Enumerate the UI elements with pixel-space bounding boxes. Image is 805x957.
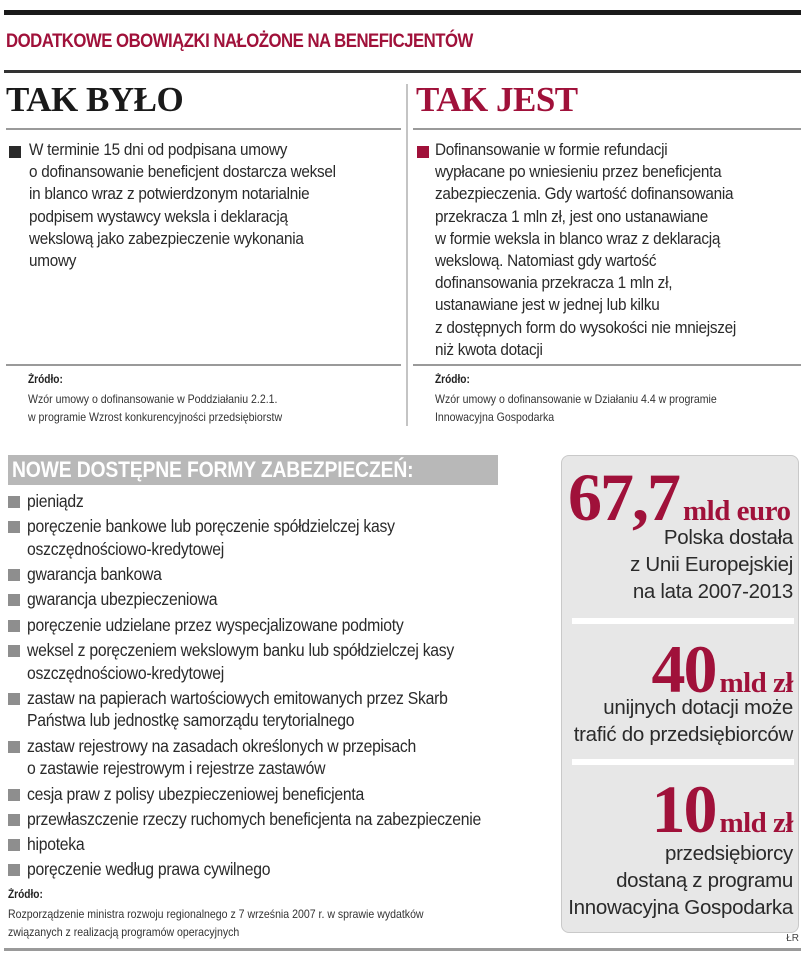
source-label: Źródło:: [8, 889, 43, 901]
item-text: Państwa lub jednostkę samorządu terytorialnego: [27, 710, 355, 731]
source-text: [8, 905, 424, 941]
text-line: wypłacane po wniesieniu przez beneficjenta: [435, 162, 722, 182]
bullet-square-icon: [8, 645, 20, 657]
bullet-square-icon: [8, 789, 20, 801]
text-line: niż kwota dotacji: [435, 339, 543, 359]
desc-line: przedsiębiorcy: [665, 842, 793, 865]
list-item: [8, 588, 548, 611]
item-text: poręczenie według prawa cywilnego: [27, 859, 271, 880]
bullet-square-icon: [8, 741, 20, 753]
source-text: [435, 390, 717, 426]
stat-unit: mld zł: [719, 807, 793, 839]
before-text: [29, 139, 407, 272]
item-text: gwarancja ubezpieczeniowa: [27, 589, 218, 610]
desc-line: unijnych dotacji może: [603, 696, 793, 719]
item-text: pieniądz: [27, 491, 84, 511]
source-line: Wzór umowy o dofinansowanie w Działaniu 4.4 w programie: [435, 392, 717, 406]
source-line: w programie Wzrost konkurencyjności przedsiębiorstw: [28, 410, 283, 424]
item-text: oszczędnościowo-kredytowej: [27, 662, 224, 683]
list-item: [8, 687, 548, 732]
text-line: wekslową jako zabezpieczenie wykonania: [29, 228, 304, 248]
top-rule: [4, 10, 801, 15]
bullet-square-icon: [8, 594, 20, 606]
stat-number: 10: [651, 771, 716, 847]
item-text: zastaw rejestrowy na zasadach określonych w przepisach: [27, 735, 416, 756]
desc-line: Polska dostała: [663, 526, 793, 549]
list-item: [8, 833, 548, 856]
source-line: związanych z realizacją programów operacyjnych: [8, 925, 240, 939]
item-text: cesja praw z polisy ubezpieczeniowej beneficjenta: [27, 783, 364, 804]
source-line: Wzór umowy o dofinansowanie w Poddziałaniu 2.2.1.: [28, 392, 278, 406]
stat-description: [574, 694, 793, 748]
item-text: hipoteka: [27, 834, 85, 855]
item-text: o zastawie rejestrowym i rejestrze zastawów: [27, 758, 326, 779]
text-line: przekracza 1 mln zł, jest ono ustanawiane: [435, 206, 708, 226]
before-title: TAK BYŁO: [6, 80, 184, 119]
bottom-rule: [4, 948, 801, 951]
stat-separator: [572, 759, 794, 765]
item-text: przewłaszczenie rzeczy ruchomych beneficjenta na zabezpieczenie: [27, 808, 481, 829]
source-line: Rozporządzenie ministra rozwoju regionalnego z 7 września 2007 r. w sprawie wydatków: [8, 907, 424, 921]
text-line: umowy: [29, 251, 77, 271]
text-line: o dofinansowanie beneficjent dostarcza weksel: [29, 162, 336, 182]
list-item: [8, 563, 548, 586]
text-line: dofinansowania przekracza 1 mln zł,: [435, 273, 673, 293]
source-label: Źródło:: [435, 374, 470, 386]
title-rule: [4, 70, 801, 73]
stat-number: 67,7: [568, 459, 679, 535]
item-text: weksel z poręczeniem wekslowym banku lub spółdzielczej kasy: [27, 640, 455, 660]
page-title: DODATKOWE OBOWIĄZKI NAŁOŻONE NA BENEFICJENTÓW: [6, 30, 473, 52]
item-text: poręczenie bankowe lub poręczenie spółdzielczej kasy: [27, 516, 395, 537]
before-bottom-rule: [6, 364, 401, 366]
item-text: zastaw na papierach wartościowych emitowanych przez Skarb: [27, 687, 448, 708]
bullet-square-icon: [8, 864, 20, 876]
bullet-square-icon: [8, 496, 20, 508]
text-line: podpisem wystawcy weksla i deklaracją: [29, 206, 288, 226]
text-line: w formie weksla in blanco wraz z deklaracją: [435, 228, 721, 248]
stat-unit: mld euro: [683, 495, 791, 527]
bullet-square-icon: [8, 521, 20, 533]
bullet-square-icon: [9, 146, 21, 158]
stat-description: [630, 524, 793, 605]
after-bottom-rule: [413, 364, 801, 366]
text-line: Dofinansowanie w formie refundacji: [435, 140, 668, 159]
author-credit: ŁR: [786, 933, 799, 944]
before-top-rule: [6, 128, 401, 130]
forms-list: [8, 490, 548, 884]
stat-description: [568, 840, 793, 921]
list-item: [8, 515, 548, 560]
bullet-square-icon: [8, 814, 20, 826]
text-line: W terminie 15 dni od podpisana umowy: [29, 140, 288, 159]
stat-number: 40: [651, 631, 716, 707]
list-item: [8, 808, 548, 831]
list-item: [8, 735, 548, 780]
stat-value: [651, 770, 793, 849]
source-text: [28, 390, 282, 426]
bullet-square-icon: [417, 146, 429, 158]
desc-line: Innowacyjna Gospodarka: [568, 896, 793, 919]
item-text: poręczenie udzielane przez wyspecjalizowane podmioty: [27, 614, 404, 635]
list-item: [8, 614, 548, 637]
list-item: [8, 783, 548, 806]
after-text: [435, 139, 805, 361]
text-line: in blanco wraz z potwierdzonym notarialnie: [29, 184, 310, 204]
desc-line: dostaną z programu: [616, 869, 793, 892]
forms-title: NOWE DOSTĘPNE FORMY ZABEZPIECZEŃ:: [12, 457, 414, 482]
desc-line: trafić do przedsiębiorców: [573, 723, 793, 746]
text-line: zabezpieczenia. Gdy wartość dofinansowania: [435, 184, 734, 204]
text-line: z dostępnych form do wysokości nie mniejszej: [435, 317, 737, 337]
desc-line: z Unii Europejskiej: [630, 553, 793, 576]
source-label: Źródło:: [28, 374, 63, 386]
list-item: [8, 490, 548, 513]
after-title: TAK JEST: [416, 80, 578, 119]
after-top-rule: [413, 128, 801, 130]
list-item: [8, 639, 548, 684]
text-line: ustanawiane jest w jednej lub kilku: [435, 295, 660, 315]
bullet-square-icon: [8, 693, 20, 705]
bullet-square-icon: [8, 839, 20, 851]
source-line: Innowacyjna Gospodarka: [435, 410, 555, 424]
bullet-square-icon: [8, 620, 20, 632]
list-item: [8, 858, 548, 881]
item-text: oszczędnościowo-kredytowej: [27, 538, 224, 559]
bullet-square-icon: [8, 569, 20, 581]
item-text: gwarancja bankowa: [27, 564, 162, 585]
text-line: wekslową. Natomiast gdy wartość: [435, 251, 657, 271]
stat-unit: mld zł: [719, 667, 793, 699]
desc-line: na lata 2007-2013: [632, 580, 793, 603]
stat-separator: [572, 618, 794, 624]
